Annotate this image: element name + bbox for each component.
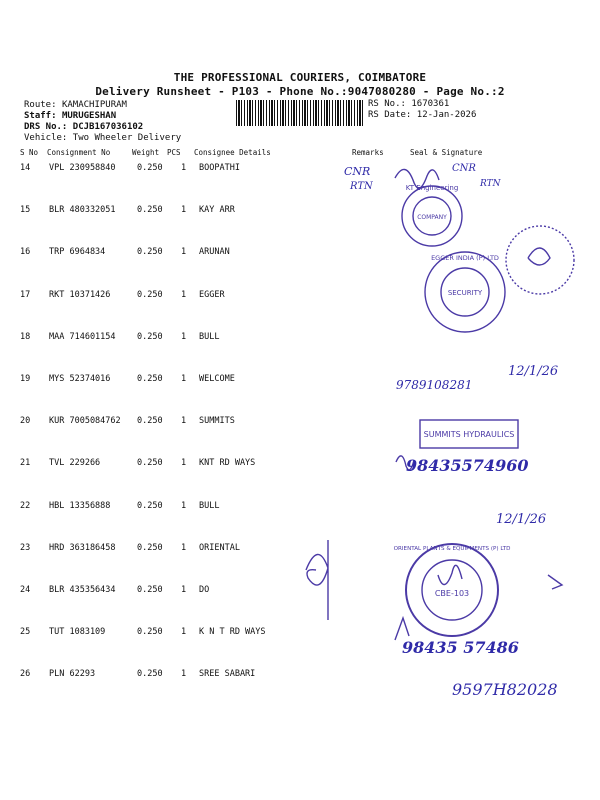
row-sno: 16 <box>20 247 31 257</box>
col-consignee: Consignee Details <box>194 148 271 157</box>
row-consignment: RKT 10371426 <box>49 290 111 300</box>
row-sno: 24 <box>20 585 31 595</box>
hw-phone-2: 98435574960 <box>406 456 529 475</box>
kt-stamp-text: KT Engineering <box>405 184 459 192</box>
row-pcs: 1 <box>181 416 187 426</box>
hw-phone-3: 98435 57486 <box>402 638 519 657</box>
hw-date-2: 12/1/26 <box>496 512 547 527</box>
hw-phone-4: 9597H82028 <box>452 680 558 699</box>
row-sno: 14 <box>20 163 31 173</box>
signature-row23 <box>306 540 328 620</box>
oriental-stamp-center: CBE-103 <box>434 589 470 598</box>
row-consignment: HRD 363186458 <box>49 543 116 553</box>
row-weight: 0.250 <box>137 205 163 215</box>
row-consignee: SREE SABARI <box>199 669 256 679</box>
hw-rtn-1: RTN <box>350 181 373 192</box>
row-weight: 0.250 <box>137 501 163 511</box>
col-sno: S No <box>20 148 39 157</box>
signature-row24 <box>438 565 462 584</box>
col-seal: Seal & Signature <box>410 148 483 157</box>
row-sno: 19 <box>20 374 31 384</box>
oriental-stamp-text: ORIENTAL PLANTS & EQUIPMENTS (P) LTD <box>393 546 511 552</box>
row-consignment: HBL 13356888 <box>49 501 111 511</box>
row-consignment: TVL 229266 <box>49 458 101 468</box>
route-value: KAMACHIPURAM <box>61 100 127 110</box>
col-weight: Weight <box>132 148 160 157</box>
row-consignment: KUR 7005084762 <box>49 416 121 426</box>
row-pcs: 1 <box>181 290 187 300</box>
row-consignment: TUT 1083109 <box>49 627 106 637</box>
row-consignment: BLR 435356434 <box>49 585 116 595</box>
row-consignee: BULL <box>199 332 220 342</box>
egger-stamp-text: EGGER INDIA (P) LTD <box>431 254 499 262</box>
hw-cnr-1: CNR <box>344 165 371 178</box>
row-consignment: TRP 6964834 <box>49 247 106 257</box>
row-weight: 0.250 <box>137 332 163 342</box>
staff-value: MURUGESHAN <box>61 111 117 121</box>
row-pcs: 1 <box>181 501 187 511</box>
row-weight: 0.250 <box>137 416 163 426</box>
row-sno: 20 <box>20 416 31 426</box>
rs-no-value: 1670361 <box>411 99 450 109</box>
row-sno: 22 <box>20 501 31 511</box>
route-label: Route: <box>24 100 57 110</box>
hw-cnr-2: CNR <box>452 163 476 174</box>
row-pcs: 1 <box>181 543 187 553</box>
row-sno: 26 <box>20 669 31 679</box>
row-consignee: KAY ARR <box>199 205 235 215</box>
row-weight: 0.250 <box>137 247 163 257</box>
col-consignment: Consignment No <box>47 148 111 157</box>
row-consignee: ARUNAN <box>199 247 230 257</box>
hw-phone-1: 9789108281 <box>396 378 473 392</box>
row-consignee: WELCOME <box>199 374 235 384</box>
row-pcs: 1 <box>181 669 187 679</box>
row-weight: 0.250 <box>137 458 163 468</box>
row-sno: 21 <box>20 458 31 468</box>
rs-date-value: 12-Jan-2026 <box>416 110 477 120</box>
row-pcs: 1 <box>181 332 187 342</box>
drs-label: DRS No.: <box>24 122 68 132</box>
row-sno: 23 <box>20 543 31 553</box>
row-pcs: 1 <box>181 458 187 468</box>
row-consignee: BOOPATHI <box>199 163 240 173</box>
row-weight: 0.250 <box>137 163 163 173</box>
row-weight: 0.250 <box>137 543 163 553</box>
row-weight: 0.250 <box>137 627 163 637</box>
row-weight: 0.250 <box>137 290 163 300</box>
row-weight: 0.250 <box>137 374 163 384</box>
row-consignment: MAA 714601154 <box>49 332 116 342</box>
row-sno: 25 <box>20 627 31 637</box>
rs-no-label: RS No.: <box>368 99 406 109</box>
drs-value: DCJB167036102 <box>72 122 144 132</box>
company-title: THE PROFESSIONAL COURIERS, COIMBATORE <box>173 71 427 84</box>
kt-stamp-center: COMPANY <box>417 214 447 221</box>
row-consignment: PLN 62293 <box>49 669 96 679</box>
row-consignee: ORIENTAL <box>199 543 240 553</box>
row-sno: 15 <box>20 205 31 215</box>
row-sno: 18 <box>20 332 31 342</box>
row-pcs: 1 <box>181 205 187 215</box>
row-consignee: SUMMITS <box>199 416 235 426</box>
col-remarks: Remarks <box>352 148 384 157</box>
row-consignment: VPL 230958840 <box>49 163 116 173</box>
row-pcs: 1 <box>181 627 187 637</box>
vehicle-value: Two Wheeler Delivery <box>72 133 182 143</box>
row-sno: 17 <box>20 290 31 300</box>
row-consignee: KNT RD WAYS <box>199 458 256 468</box>
row-consignment: MYS 52374016 <box>49 374 111 384</box>
runsheet-subtitle: Delivery Runsheet - P103 - Phone No.:9047080280 - Page No.:2 <box>95 85 505 98</box>
vehicle-label: Vehicle: <box>24 133 68 143</box>
col-pcs: PCS <box>167 148 181 157</box>
hw-date-1: 12/1/26 <box>508 364 559 379</box>
row-consignee: BULL <box>199 501 220 511</box>
staff-label: Staff: <box>24 111 57 121</box>
egger-stamp-center: SECURITY <box>447 289 483 297</box>
row-weight: 0.250 <box>137 585 163 595</box>
row-pcs: 1 <box>181 374 187 384</box>
hw-rtn-2: RTN <box>480 179 501 189</box>
row-consignment: BLR 480332051 <box>49 205 116 215</box>
round-seal <box>506 226 574 294</box>
row-pcs: 1 <box>181 163 187 173</box>
row-consignee: EGGER <box>199 290 225 300</box>
tick-mark <box>548 575 562 589</box>
row-pcs: 1 <box>181 585 187 595</box>
summits-stamp-text: SUMMITS HYDRAULICS <box>423 430 515 439</box>
row-consignee: K N T RD WAYS <box>199 627 266 637</box>
row-consignee: DO <box>199 585 210 595</box>
row-weight: 0.250 <box>137 669 163 679</box>
row-pcs: 1 <box>181 247 187 257</box>
signature-row25 <box>395 618 409 640</box>
rs-date-label: RS Date: <box>368 110 412 120</box>
